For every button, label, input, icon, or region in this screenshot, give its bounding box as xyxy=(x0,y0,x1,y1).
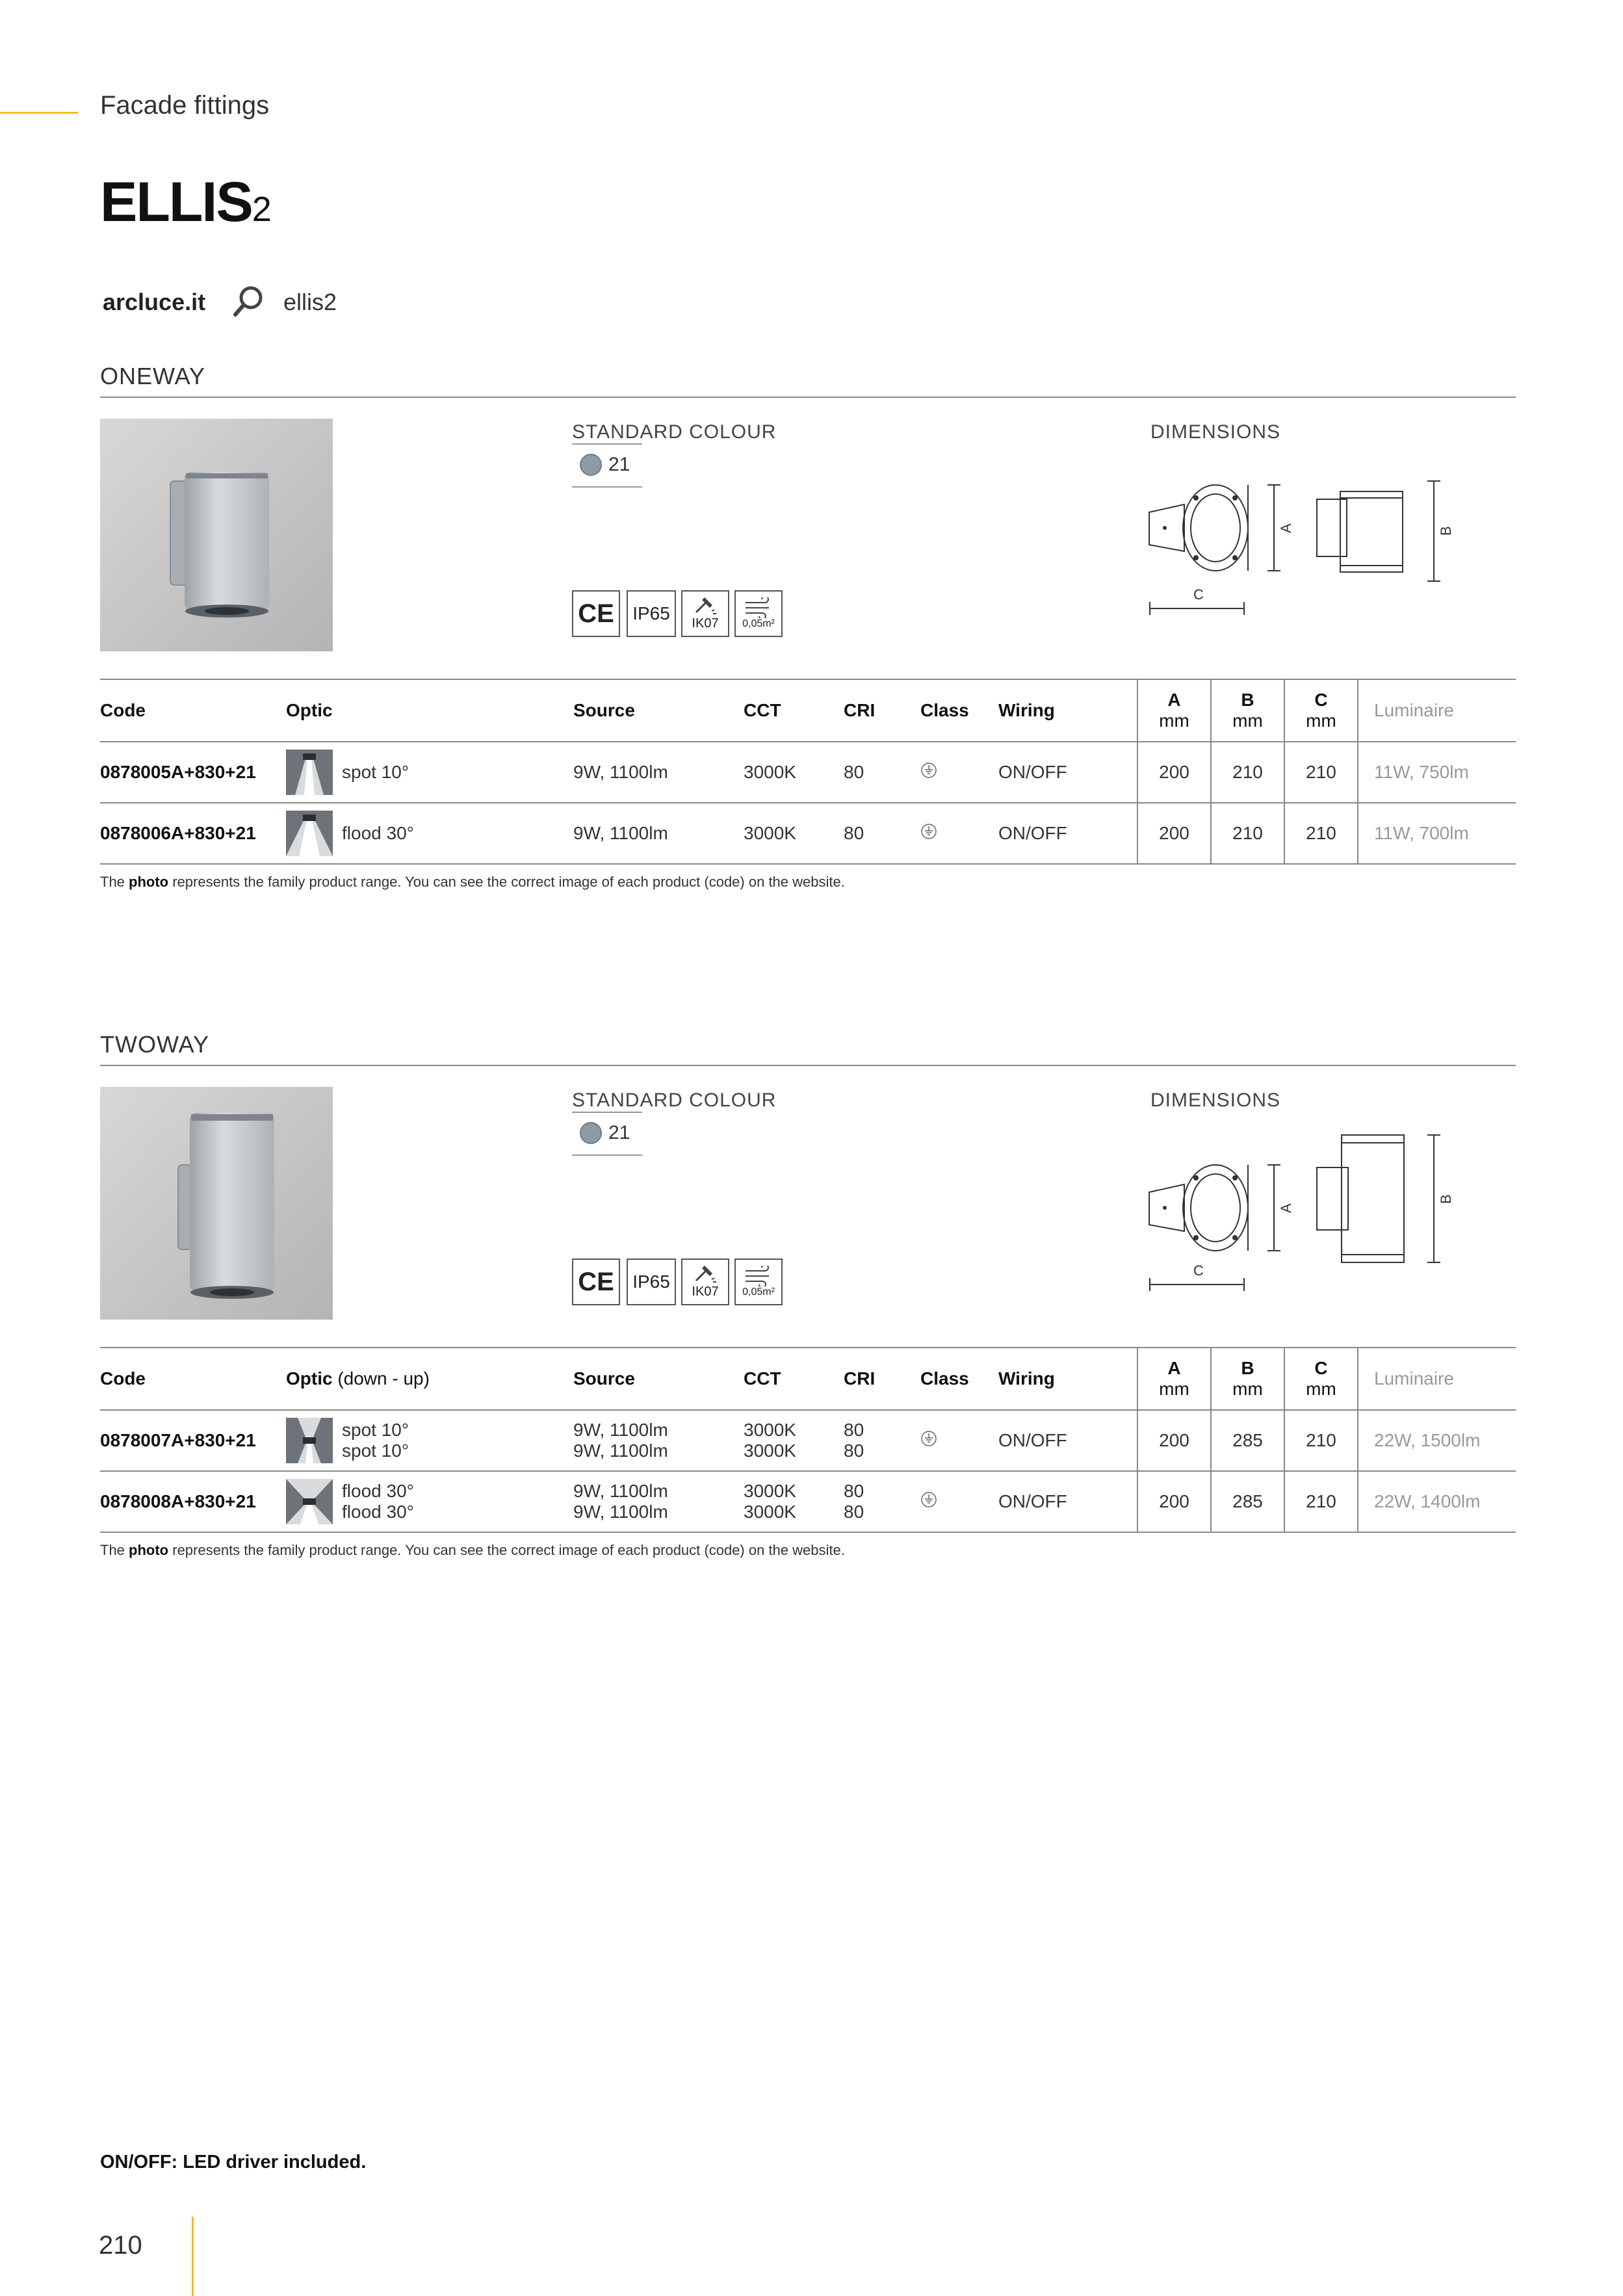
col-code: Code xyxy=(100,700,146,720)
wind-surface-icon xyxy=(734,1259,783,1305)
hammer-icon xyxy=(692,597,718,616)
optic-label-down: spot 10° xyxy=(342,1420,409,1440)
cct-value: 3000K xyxy=(744,1502,796,1522)
col-source: Source xyxy=(573,700,635,720)
source-value: 9W, 1100lm xyxy=(573,823,668,843)
col-b: B mm xyxy=(1211,679,1284,742)
col-a: A mm xyxy=(1137,1348,1211,1410)
cri-value: 80 xyxy=(844,1481,864,1501)
section-rule xyxy=(100,1065,1516,1066)
class-earth-icon xyxy=(920,823,937,840)
col-optic: Optic (down - up) xyxy=(286,1368,430,1389)
col-optic: Optic xyxy=(286,700,333,720)
product-code: 0878008A+830+21 xyxy=(100,1491,256,1511)
table-header-row xyxy=(100,679,1516,742)
cct-value: 3000K xyxy=(744,1441,796,1461)
col-luminaire: Luminaire xyxy=(1358,1348,1516,1410)
dimensions-drawing xyxy=(1147,454,1550,623)
dim-c-value: 210 xyxy=(1284,1471,1358,1532)
flood-beam-icon xyxy=(286,1479,333,1524)
dim-c-value: 210 xyxy=(1284,742,1358,803)
optic-label: spot 10° xyxy=(342,762,409,782)
oneway-fixture-illustration xyxy=(100,419,333,651)
class-earth-icon xyxy=(920,1491,937,1508)
product-photo xyxy=(100,419,333,651)
col-c: C mm xyxy=(1284,1348,1358,1410)
col-code: Code xyxy=(100,1368,146,1389)
dim-c-label: C xyxy=(1193,586,1204,603)
product-title xyxy=(100,170,272,235)
section-title: ONEWAY xyxy=(100,363,206,389)
cri-value: 80 xyxy=(844,1441,864,1461)
hammer-icon xyxy=(692,1265,718,1285)
dim-b-label: B xyxy=(1438,1194,1454,1204)
wind-icon xyxy=(743,597,774,618)
site-search-term: ellis2 xyxy=(283,289,337,315)
wiring-value: ON/OFF xyxy=(998,1430,1067,1450)
product-name: ELLIS xyxy=(100,171,252,233)
dim-b-label: B xyxy=(1438,526,1454,536)
cct-value: 3000K xyxy=(744,762,796,782)
wind-surface-value: 0,05m² xyxy=(742,1286,775,1298)
dim-b-value: 210 xyxy=(1211,742,1284,803)
dim-a-value: 200 xyxy=(1137,1410,1211,1471)
dim-a-label: A xyxy=(1278,1203,1294,1213)
source-value: 9W, 1100lm xyxy=(573,1481,668,1501)
section-title: TWOWAY xyxy=(100,1031,209,1058)
wind-icon xyxy=(743,1266,774,1286)
page-number: 210 xyxy=(99,2231,142,2260)
flood-beam-icon xyxy=(286,811,333,856)
col-class: Class xyxy=(920,1368,969,1389)
cri-value: 80 xyxy=(844,823,864,843)
product-photo xyxy=(100,1087,333,1320)
dim-a-label: A xyxy=(1278,523,1294,533)
source-value: 9W, 1100lm xyxy=(573,1420,668,1440)
product-code: 0878007A+830+21 xyxy=(100,1430,256,1450)
cri-value: 80 xyxy=(844,1502,864,1522)
luminaire-value: 22W, 1400lm xyxy=(1358,1471,1516,1532)
luminaire-value: 22W, 1500lm xyxy=(1358,1410,1516,1471)
colour-swatch[interactable] xyxy=(572,1112,642,1156)
col-b: B mm xyxy=(1211,1348,1284,1410)
spec-table-oneway xyxy=(100,679,1516,865)
class-earth-icon xyxy=(920,762,937,779)
dim-c-value: 210 xyxy=(1284,803,1358,864)
col-cct: CCT xyxy=(744,700,781,720)
ip-rating-badge: IP65 xyxy=(627,590,676,637)
wind-surface-value: 0,05m² xyxy=(742,618,775,629)
colour-dot xyxy=(580,454,602,476)
wind-surface-icon xyxy=(734,590,783,637)
col-wiring: Wiring xyxy=(998,700,1055,720)
cct-value: 3000K xyxy=(744,1481,796,1501)
source-value: 9W, 1100lm xyxy=(573,1502,668,1522)
table-row[interactable] xyxy=(100,1471,1516,1532)
col-wiring: Wiring xyxy=(998,1368,1055,1389)
dimensions-drawing xyxy=(1147,1122,1550,1291)
cri-value: 80 xyxy=(844,762,864,782)
dim-b-value: 210 xyxy=(1211,803,1284,864)
col-cri: CRI xyxy=(844,700,876,720)
cct-value: 3000K xyxy=(744,823,796,843)
dim-b-value: 285 xyxy=(1211,1471,1284,1532)
standard-colour-label: STANDARD COLOUR xyxy=(572,421,777,443)
spec-table-twoway xyxy=(100,1347,1516,1533)
cct-value: 3000K xyxy=(744,1420,796,1440)
dim-a-value: 200 xyxy=(1137,803,1211,864)
source-value: 9W, 1100lm xyxy=(573,1441,668,1461)
colour-code: 21 xyxy=(608,1122,630,1143)
col-c: C mm xyxy=(1284,679,1358,742)
dim-a-value: 200 xyxy=(1137,742,1211,803)
dim-c-label: C xyxy=(1193,1262,1204,1279)
category-title: Facade fittings xyxy=(100,91,270,120)
ik-rating: IK07 xyxy=(692,616,719,631)
site-domain-link[interactable]: arcluce.it xyxy=(103,289,206,315)
wiring-value: ON/OFF xyxy=(998,1491,1067,1511)
dimensions-label: DIMENSIONS xyxy=(1150,421,1281,443)
photo-note: The photo represents the family product range. You can see the correct image of each product (code) on the website. xyxy=(100,874,845,890)
ip-rating-badge: IP65 xyxy=(627,1259,676,1305)
header-accent-line xyxy=(0,112,78,114)
section-rule xyxy=(100,397,1516,398)
wiring-value: ON/OFF xyxy=(998,823,1067,843)
ik-impact-icon xyxy=(681,590,729,637)
section-oneway xyxy=(100,363,1516,896)
colour-swatch[interactable] xyxy=(572,443,642,488)
optic-label-up: flood 30° xyxy=(342,1502,414,1522)
table-row[interactable] xyxy=(100,742,1516,803)
colour-code: 21 xyxy=(608,454,630,475)
dim-a-value: 200 xyxy=(1137,1471,1211,1532)
colour-dot xyxy=(580,1122,602,1144)
luminaire-value: 11W, 700lm xyxy=(1358,803,1516,864)
col-cri: CRI xyxy=(844,1368,876,1389)
page-accent-line xyxy=(192,2217,194,2296)
search-icon[interactable] xyxy=(230,283,266,320)
driver-note: ON/OFF: LED driver included. xyxy=(100,2152,367,2172)
photo-note: The photo represents the family product range. You can see the correct image of each product (code) on the website. xyxy=(100,1542,845,1558)
ce-mark-icon: CE xyxy=(572,590,620,637)
table-row[interactable] xyxy=(100,803,1516,864)
spot-beam-icon xyxy=(286,1418,333,1463)
table-row[interactable] xyxy=(100,1410,1516,1471)
wiring-value: ON/OFF xyxy=(998,762,1067,782)
standard-colour-label: STANDARD COLOUR xyxy=(572,1089,777,1111)
ce-mark-icon: CE xyxy=(572,1259,620,1305)
col-luminaire: Luminaire xyxy=(1358,679,1516,742)
product-suffix: 2 xyxy=(252,190,272,229)
product-code: 0878006A+830+21 xyxy=(100,823,256,843)
twoway-fixture-illustration xyxy=(100,1087,333,1320)
optic-label: flood 30° xyxy=(342,823,414,843)
dim-b-value: 285 xyxy=(1211,1410,1284,1471)
cri-value: 80 xyxy=(844,1420,864,1440)
luminaire-value: 11W, 750lm xyxy=(1358,742,1516,803)
col-class: Class xyxy=(920,700,969,720)
dimensions-label: DIMENSIONS xyxy=(1150,1089,1281,1111)
spot-beam-icon xyxy=(286,750,333,795)
source-value: 9W, 1100lm xyxy=(573,762,668,782)
optic-label-up: spot 10° xyxy=(342,1441,409,1461)
product-code: 0878005A+830+21 xyxy=(100,762,256,782)
col-cct: CCT xyxy=(744,1368,781,1389)
table-header-row xyxy=(100,1348,1516,1410)
class-earth-icon xyxy=(920,1430,937,1447)
col-source: Source xyxy=(573,1368,635,1389)
section-twoway xyxy=(100,1031,1516,1564)
optic-label-down: flood 30° xyxy=(342,1481,414,1501)
ik-rating: IK07 xyxy=(692,1284,719,1299)
dim-c-value: 210 xyxy=(1284,1410,1358,1471)
ik-impact-icon xyxy=(681,1259,729,1305)
col-a: A mm xyxy=(1137,679,1211,742)
